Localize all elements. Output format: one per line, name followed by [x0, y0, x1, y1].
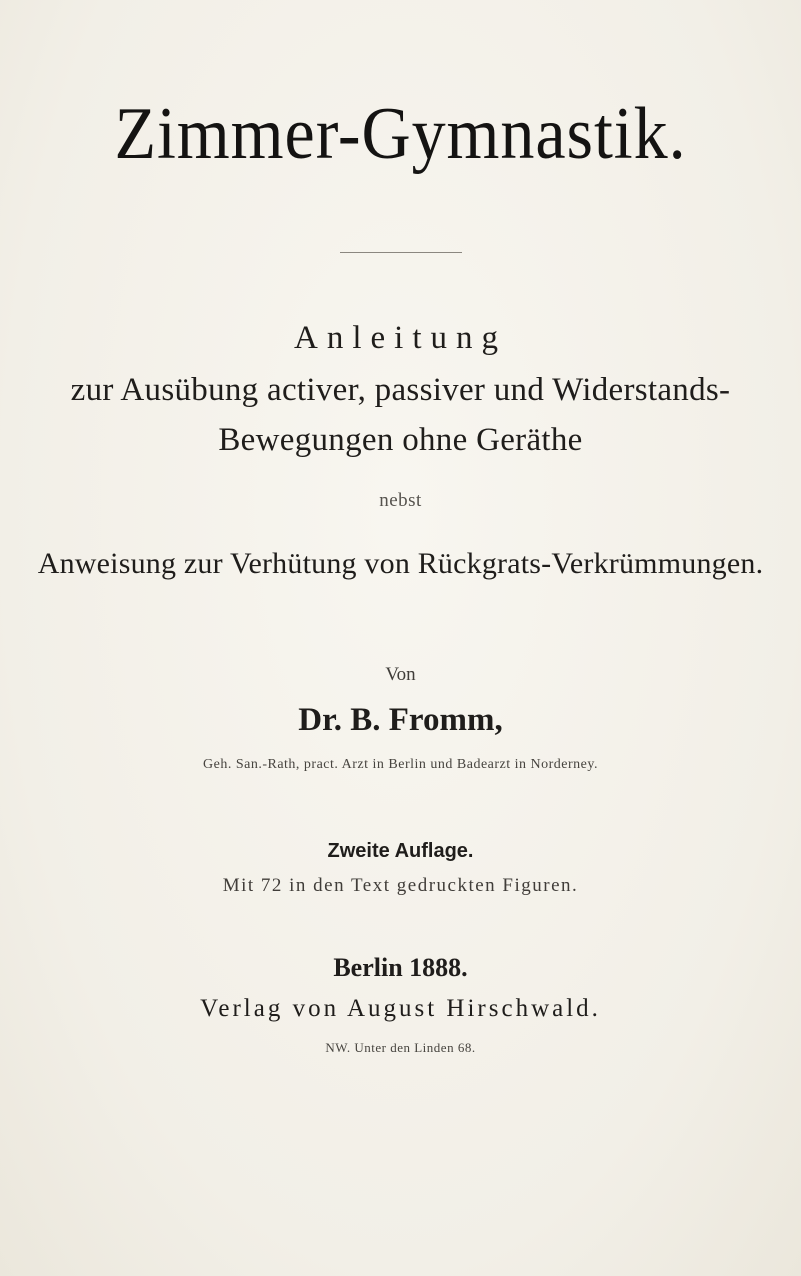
- subtitle-line-2: Bewegungen ohne Geräthe: [218, 422, 583, 458]
- connector-text: nebst: [379, 490, 422, 511]
- author-description: Geh. San.-Rath, pract. Arzt in Berlin und Badearzt in Norderney.: [203, 757, 598, 772]
- figures-note: Mit 72 in den Text gedruckten Figuren.: [222, 875, 579, 896]
- place-year: Berlin 1888.: [333, 953, 468, 982]
- subtitle-heading: Anleitung: [294, 320, 507, 356]
- edition-label: Zweite Auflage.: [327, 840, 474, 862]
- publisher-address: NW. Unter den Linden 68.: [325, 1040, 476, 1055]
- subtitle-line-3: Anweisung zur Verhütung von Rückgrats-Verkrümmungen.: [37, 547, 764, 580]
- title-divider: [340, 252, 462, 253]
- subtitle-line-1: zur Ausübung activer, passiver und Widerstands-: [70, 372, 731, 408]
- author-name: Dr. B. Fromm,: [298, 702, 503, 738]
- publisher-name: Verlag von August Hirschwald.: [200, 995, 601, 1022]
- author-prefix: Von: [385, 664, 416, 685]
- book-title: Zimmer-Gymnastik.: [114, 93, 687, 175]
